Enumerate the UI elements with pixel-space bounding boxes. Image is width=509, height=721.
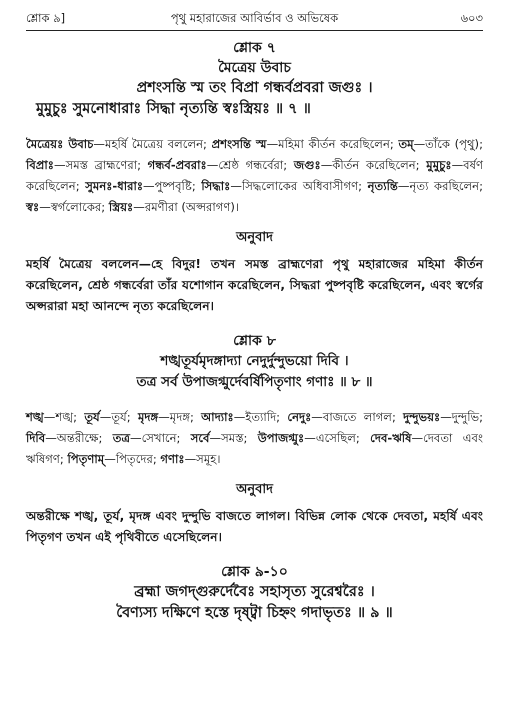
synonym-meaning: —শঙ্খ; (43, 410, 78, 424)
sloka-7-speaker: মৈত্রেয় উবাচ (218, 60, 291, 76)
sloka-8-verse-line-2: তত্র সর্ব উপাজগ্মুর্দেবর্ষিপিতৃণাং গণাঃ ॥ ৮ ॥ (136, 374, 373, 390)
synonym-meaning: —সমস্ত; (209, 431, 248, 445)
synonym-term: গণাঃ (160, 452, 185, 466)
synonym-term: মৃদঙ্গ (137, 410, 159, 424)
synonym-meaning: —মহর্ষি মৈত্রেয় বললেন; (93, 137, 207, 151)
sloka-7-translation: মহর্ষি মৈত্রেয় বললেন—হে বিদুর! তখন সমস্ত ব্রাহ্মণেরা পৃথু মহারাজের মহিমা কীর্তন করেছিলেন, শ্রেষ্ঠ গন্ধর্বেরা তাঁর যশোগান করেছিলেন, সিদ্ধরা পুষ্পবৃষ্টি করেছিলেন, এবং স্বর্গের অপ্সরারা মহা আনন্দে নৃত্য করেছিলেন। (26, 257, 483, 313)
sloka-8-number: শ্লোক ৮ (233, 333, 276, 349)
sloka-8-translation: অন্তরীক্ষে শঙ্খ, তূর্য, মৃদঙ্গ এবং দুন্দুভি বাজতে লাগল। বিভিন্ন লোক থেকে দেবতা, মহর্ষি এবং পিতৃগণ তখন এই পৃথিবীতে এসেছিলেন। (26, 509, 483, 544)
synonym-term: সিদ্ধাঃ (201, 179, 231, 193)
header-rule (26, 30, 483, 31)
sloka-7-translation-title: অনুবাদ (236, 230, 273, 245)
sloka-8-verse-line-1: শঙ্খতূর্যমৃদঙ্গাদ্যা নেদুর্দুন্দুভয়ো দিবি । (160, 353, 349, 369)
synonym-term: তূর্য (84, 410, 100, 424)
sloka-9-10-number: শ্লোক ৯-১০ (221, 564, 288, 580)
synonym-term: গন্ধর্ব-প্রবরাঃ (147, 158, 207, 172)
synonym-meaning: —রমণীরা (অপ্সরাগণ)। (133, 200, 240, 214)
page-content (26, 38, 483, 624)
synonym-meaning: —মৃদঙ্গ; (158, 410, 194, 424)
synonym-meaning: —সিদ্ধলোকের অধিবাসীগণ; (230, 179, 362, 193)
synonym-term: প্রশংসন্তি স্ম (211, 137, 267, 151)
sloka-7-verse-line-1: প্রশংসন্তি স্ম তং বিপ্রা গন্ধর্বপ্রবরা জগুঃ । (136, 80, 373, 96)
synonym-term: স্ত্রিয়ঃ (108, 200, 134, 214)
synonym-term: উপাজগ্মুঃ (257, 431, 305, 445)
header-verse-ref: শ্লোক ৯] (26, 11, 66, 25)
synonym-meaning: —দুন্দুভি; (440, 410, 484, 424)
synonym-meaning: —ইত্যাদি; (233, 410, 281, 424)
synonym-term: দেব-ঋষি (370, 431, 412, 445)
sloka-7-synonyms (26, 134, 483, 218)
synonym-term: পিতৃণাম্ (67, 452, 105, 466)
synonym-meaning: —সেখানে; (130, 431, 181, 445)
synonym-meaning: —তাঁকে (পৃথু); (413, 137, 483, 151)
synonym-term: মৈত্রেয়ঃ উবাচ (26, 137, 94, 151)
synonym-term: মুমুচুঃ (426, 158, 452, 172)
sloka-8-translation-title: অনুবাদ (236, 482, 273, 497)
synonym-term: আদ্যাঃ (201, 410, 234, 424)
synonym-meaning: —কীর্তন করেছিলেন; (320, 158, 420, 172)
synonym-term: বিপ্রাঃ (26, 158, 54, 172)
sloka-9-10-verse-line-1: ব্রহ্মা জগদ্‌গুরুর্দেবৈঃ সহাসৃত্য সুরেশ্বরৈঃ । (134, 584, 375, 600)
synonym-meaning: —তূর্য; (99, 410, 131, 424)
synonym-meaning: —বর্ষণ করেছিলেন; (26, 158, 484, 193)
synonym-term: তত্র (112, 431, 130, 445)
synonym-meaning: —বাজতে লাগল; (311, 410, 396, 424)
header-page-number: ৬০৩ (460, 11, 483, 25)
synonym-term: নৃত্যন্তি (367, 179, 398, 193)
synonym-meaning: —শ্রেষ্ঠ গন্ধর্বেরা; (206, 158, 288, 172)
synonym-meaning: —দেবতা এবং ঋষিগণ; (26, 431, 483, 466)
synonym-meaning: —সমূহ। (184, 452, 221, 466)
synonym-term: সর্বে (190, 431, 210, 445)
synonym-meaning: —পুষ্পবৃষ্টি; (143, 179, 196, 193)
synonym-meaning: —অন্তরীক্ষে; (45, 431, 103, 445)
synonym-meaning: —এসেছিল; (304, 431, 360, 445)
synonym-term: জগুঃ (293, 158, 321, 172)
synonym-meaning: —স্বর্গলোকের; (39, 200, 106, 214)
synonym-term: তম্ (398, 137, 414, 151)
synonym-meaning: —নৃত্য করছিলেন; (397, 179, 484, 193)
synonym-meaning: —সমস্ত ব্রাহ্মণেরা; (53, 158, 141, 172)
sloka-7-verse-line-2: মুমুচুঃ সুমনোধারাঃ সিদ্ধা নৃত্যন্তি স্বঃস্ত্রিয়ঃ ॥ ৭ ॥ (36, 101, 311, 117)
synonym-meaning: —পিতৃদের; (104, 452, 157, 466)
synonym-term: স্বঃ (26, 200, 40, 214)
synonym-meaning: —মহিমা কীর্তন করেছিলেন; (266, 137, 394, 151)
sloka-9-10-verse-line-2: বৈণ্যস্য দক্ষিণে হস্তে দৃষ্ট্বা চিহ্নং গদাভৃতঃ ॥ ৯ ॥ (116, 605, 393, 621)
sloka-8-synonyms (26, 407, 483, 470)
synonym-term: সুমনঃ-ধারাঃ (85, 179, 144, 193)
header-chapter-title: পৃথু মহারাজের আবির্ভাব ও অভিষেক (170, 11, 339, 25)
sloka-7-number: শ্লোক ৭ (233, 40, 276, 56)
synonym-term: দিবি (26, 431, 46, 445)
synonym-term: নেদুঃ (287, 410, 312, 424)
synonym-term: দুন্দুভয়ঃ (403, 410, 441, 424)
running-header (26, 8, 483, 28)
synonym-term: শঙ্খ (26, 410, 44, 424)
